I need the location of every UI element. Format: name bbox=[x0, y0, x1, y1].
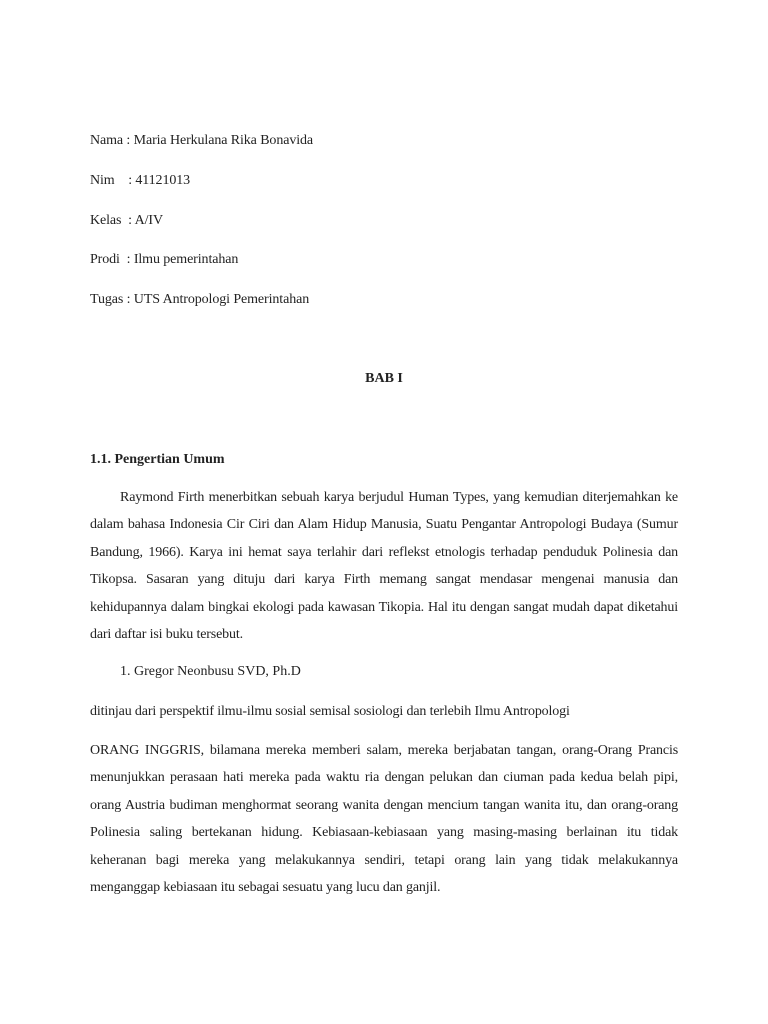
body-paragraph: ORANG INGGRIS, bilamana mereka memberi salam, mereka berjabatan tangan, orang-Orang Prancis menunjukkan perasaan hati mereka pada waktu ria dengan pelukan dan ciuman pada kedua belah pipi, orang Austria budiman menghormat seorang wanita dengan mencium tangan wanita itu, dan orang-orang Polinesia saling bertekanan hidung. Kebiasaan-kebiasaan yang masing-masing berlainan itu tidak keheranan bagi mereka yang melakukannya sendiri, tetapi orang lain yang tidak melakukannya menganggap kebiasaan itu sebagai sesuatu yang lucu dan ganjil. bbox=[90, 743, 678, 896]
name-line: Nama : Maria Herkulana Rika Bonavida bbox=[90, 133, 314, 148]
perspective-paragraph: ditinjau dari perspektif ilmu-ilmu sosial semisal sosiologi dan terlebih Ilmu Antropologi bbox=[90, 704, 570, 719]
numbered-list-item: 1. Gregor Neonbusu SVD, Ph.D bbox=[120, 664, 301, 679]
section-title: 1.1. Pengertian Umum bbox=[90, 452, 225, 467]
chapter-title: BAB I bbox=[365, 371, 403, 386]
study-program-line: Prodi : Ilmu pemerintahan bbox=[90, 252, 239, 268]
intro-paragraph: Raymond Firth menerbitkan sebuah karya berjudul Human Types, yang kemudian diterjemahkan ke dalam bahasa Indonesia Cir Ciri dan Alam Hidup Manusia, Suatu Pengantar Antropologi Budaya (Sumur Bandung, 1966). Karya ini hemat saya terlahir dari reflekst etnologis terhadap penduduk Polinesia dan Tikopsa. Sasaran yang dituju dari karya Firth memang sangat mendasar mengenai manusia dan kehidupannya dalam bingkai ekologi pada kawasan Tikopia. Hal itu dengan sangat mudah dapat diketahui dari daftar isi buku tersebut. bbox=[90, 490, 678, 643]
nim-line: Nim : 41121013 bbox=[90, 172, 191, 188]
class-line: Kelas : A/IV bbox=[90, 212, 163, 228]
student-info-block bbox=[90, 131, 690, 330]
assignment-line: Tugas : UTS Antropologi Pemerintahan bbox=[90, 292, 310, 308]
